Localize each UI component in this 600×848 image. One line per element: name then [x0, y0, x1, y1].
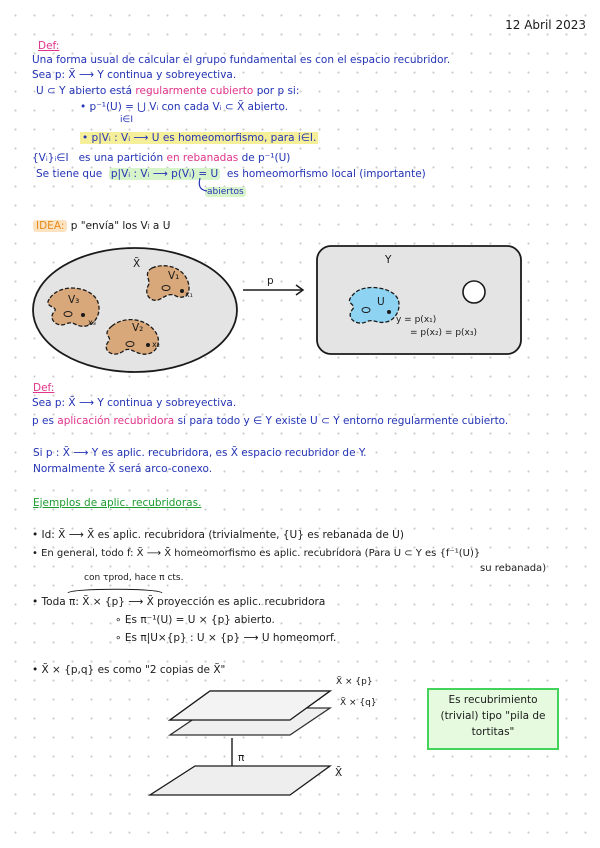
- example-4: • X̃ × {p,q} es como "2 copias de X̃": [32, 664, 226, 676]
- def1-line1: Una forma usual de calcular el grupo fundamental es con el espacio recubridor.: [32, 54, 451, 66]
- def2-label: Def:: [33, 382, 55, 394]
- note-box-line3: tortitas": [471, 726, 515, 738]
- example-2: • En general, todo f: X̃ ⟶ X̃ homeomorfismo es aplic. recubridora (Para U ⊂ Y es {f⁻¹(U)}: [32, 548, 481, 559]
- note-box: [427, 688, 559, 750]
- pi-label: π: [238, 752, 245, 764]
- example-2-cont: su rebanada): [480, 563, 547, 574]
- def2-line2-c: si para todo y ∈ Y existe U ⊂ Y entorno regularmente cubierto.: [177, 415, 509, 427]
- p-label: p: [267, 275, 274, 287]
- def1-bullet1-sub: i∈I: [120, 115, 133, 125]
- def2-line1: Sea p: X̃ ⟶ Y continua y sobreyectiva.: [32, 397, 237, 409]
- idea-label: IDEA:: [33, 220, 67, 232]
- example-3b: ∘ Es π|U×{p} : U × {p} ⟶ U homeomorf.: [115, 632, 337, 644]
- def1-line5-c: es homeomorfismo local (importante): [226, 168, 426, 180]
- def1-line4-b: es una partición: [78, 152, 164, 164]
- v1-label: V₁: [168, 270, 180, 282]
- layer-base: [150, 766, 330, 795]
- x1-label: x₁: [185, 290, 193, 299]
- def1-line3-a: U ⊂ Y abierto está: [36, 85, 133, 97]
- example-1: • Id: X̃ ⟶ X̃ es aplic. recubridora (trivialmente, {U} es rebanada de U): [32, 529, 404, 541]
- def2-line3: Si p : X̃ ⟶ Y es aplic. recubridora, es X̃ espacio recubridor de Y.: [33, 447, 367, 459]
- note-box-line2: (trivial) tipo "pila de: [440, 710, 546, 722]
- eq1-label: y = p(x₁): [396, 315, 437, 325]
- y-point: [387, 310, 391, 314]
- v2-label: V₂: [132, 322, 144, 334]
- base-label: X̃: [335, 767, 343, 779]
- examples-title: Ejemplos de aplic. recubridoras.: [33, 497, 202, 509]
- hole-circle: [463, 281, 485, 303]
- eq2-label: = p(x₂) = p(x₃): [410, 328, 478, 338]
- x2-label: x₂: [152, 340, 160, 349]
- note-bracket: [68, 589, 162, 593]
- layer-top-label: X̃ × {p}: [336, 677, 373, 687]
- def1-bullet2-text: • p|Vᵢ : Vᵢ ⟶ U es homeomorfismo, para i∈I.: [82, 132, 317, 144]
- def1-line3-c: por p si:: [256, 85, 300, 97]
- def2-line2: [32, 415, 508, 428]
- def1-line4-d: de p⁻¹(U): [241, 152, 291, 164]
- x1-point: [180, 289, 184, 293]
- def1-line4-a: {Vᵢ}ᵢ∈I: [32, 152, 69, 164]
- x3-point: [81, 313, 85, 317]
- u-blob: [349, 288, 399, 324]
- note-tau-prod: con τprod, hace π cts.: [84, 573, 184, 583]
- def2-covering-map: aplicación recubridora: [57, 415, 175, 427]
- def1-regularly-covered: regularmente cubierto: [135, 85, 254, 97]
- def1-label: Def:: [38, 40, 60, 52]
- u-label: U: [377, 296, 385, 308]
- note-box-line1: Es recubrimiento: [448, 694, 538, 706]
- x-tilde-label: X̃: [133, 258, 141, 270]
- idea-text: p "envía" los Vᵢ a U: [70, 220, 171, 232]
- def1-line5-a: Se tiene que: [36, 168, 103, 180]
- def1-line5-b: p|Vᵢ : Vᵢ ⟶ p(Vᵢ) = U: [110, 168, 219, 180]
- abiertos-arrow: [199, 178, 207, 191]
- example-3: • Toda π: X̃ × {p} ⟶ X̃ proyección es aplic. recubridora: [32, 596, 326, 608]
- example-3a: ∘ Es π⁻¹(U) = U × {p} abierto.: [115, 614, 275, 626]
- def1-line4-c: en rebanadas: [166, 152, 239, 164]
- date-label: 12 Abril 2023: [505, 18, 586, 32]
- def2-line4: Normalmente X̃ será arco-conexo.: [33, 463, 213, 475]
- layer-mid-label: X̃ × {q}: [340, 698, 377, 708]
- def1-bullet1: • p⁻¹(U) = ⋃ Vᵢ con cada Vᵢ ⊂ X̃ abierto.: [80, 101, 289, 113]
- v3-label: V₃: [68, 294, 80, 306]
- y-label: Y: [385, 254, 392, 266]
- def1-line2: Sea p: X̃ ⟶ Y continua y sobreyectiva.: [32, 69, 237, 81]
- x3-label: x₃: [88, 318, 96, 327]
- x2-point: [146, 343, 150, 347]
- def2-line2-a: p es: [32, 415, 54, 427]
- def1-abiertos-text: abiertos: [207, 187, 244, 197]
